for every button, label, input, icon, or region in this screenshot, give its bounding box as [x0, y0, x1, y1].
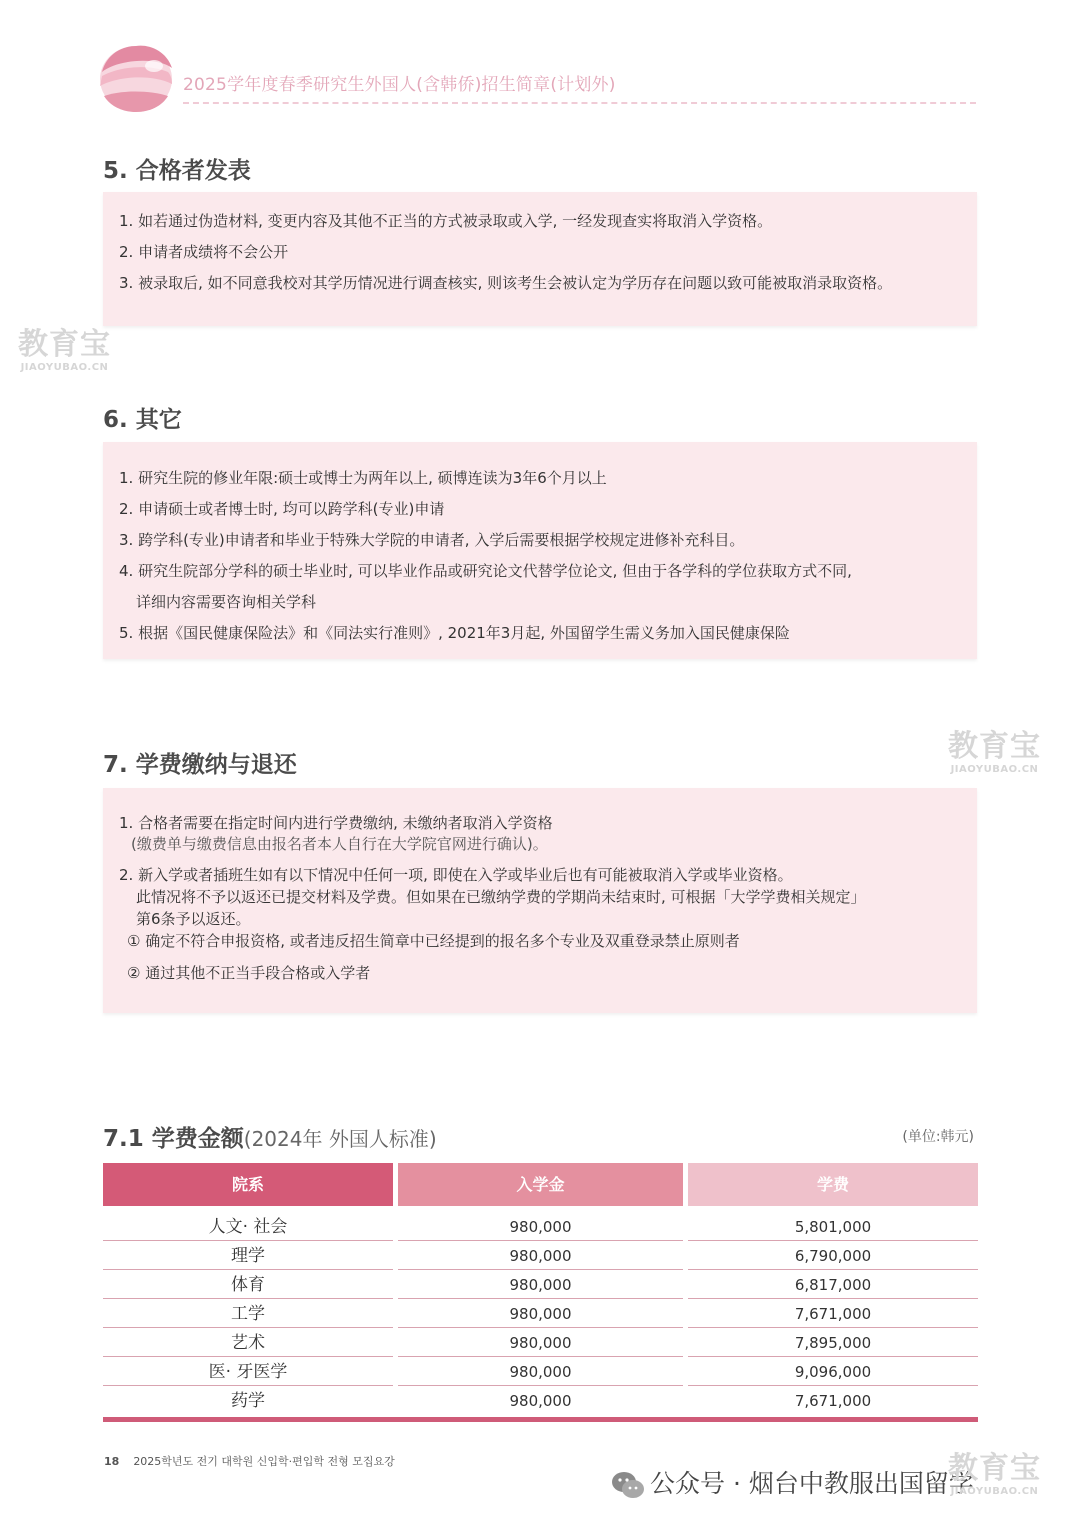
list-item: 2. 新入学或者插班生如有以下情况中任何一项, 即使在入学或毕业后也有可能被取消入学或毕业资格。	[119, 866, 793, 884]
cell-department: 药学	[231, 1391, 265, 1411]
section-7-title: 7. 学费缴纳与退还	[103, 752, 297, 778]
cell-department: 医· 牙医学	[103, 1357, 393, 1386]
list-item: 3. 跨学科(专业)申请者和毕业于特殊大学院的申请者, 入学后需要根据学校规定进修补充科目。	[119, 531, 745, 549]
list-item-continuation: 第6条予以返还。	[136, 910, 251, 928]
cell-tuition: 7,671,000	[794, 1392, 872, 1410]
table-row	[103, 1212, 978, 1241]
cell-admission-fee: 980,000	[398, 1328, 683, 1357]
page-footer	[104, 1453, 395, 1469]
cell-admission-fee: 980,000	[398, 1357, 683, 1386]
watermark-name: 教育宝	[18, 327, 111, 362]
cell-department: 体育	[103, 1270, 393, 1299]
cell-department: 理学	[103, 1241, 393, 1270]
section-5-title: 5. 合格者发表	[103, 158, 251, 184]
cell-tuition: 6,817,000	[688, 1270, 978, 1299]
header-divider	[183, 102, 976, 104]
fee-table-unit: (单位:韩元)	[902, 1129, 974, 1145]
header-department: 院系	[103, 1163, 393, 1206]
wechat-label-text: 公众号 · 烟台中教服出国留学	[650, 1469, 974, 1498]
table-bottom-rule	[103, 1417, 978, 1422]
watermark-name: 教育宝	[948, 729, 1041, 764]
cell-tuition: 7,671,000	[688, 1299, 978, 1328]
cell-admission-fee: 980,000	[398, 1299, 683, 1328]
table-row	[103, 1386, 978, 1415]
watermark-domain: JIAOYUBAO.CN	[950, 764, 1039, 775]
list-item-continuation: 详细内容需要咨询相关学科	[136, 593, 317, 611]
table-row	[103, 1328, 978, 1357]
header-admission-fee: 入学金	[398, 1163, 683, 1206]
section-7-box	[103, 788, 977, 1013]
list-item-note: (缴费单与缴费信息由报名者本人自行在大学院官网进行确认)。	[131, 835, 548, 853]
table-row	[103, 1241, 978, 1270]
list-item: 1. 如若通过伪造材料, 变更内容及其他不正当的方式被录取或入学, 一经发现查实将取消入学资格。	[119, 212, 773, 230]
list-item: 3. 被录取后, 如不同意我校对其学历情况进行调查核实, 则该考生会被认定为学历存在问题以致可能被取消录取资格。	[119, 274, 893, 292]
fee-table-title-note: (2024年 外国人标准)	[243, 1127, 437, 1151]
watermark	[948, 1452, 1041, 1497]
section-6-box	[103, 442, 977, 659]
table-header	[103, 1163, 978, 1206]
cell-tuition: 7,895,000	[688, 1328, 978, 1357]
header-tuition: 学费	[688, 1163, 978, 1206]
fee-table-title-main: 7.1 学费金额	[103, 1126, 244, 1152]
table-row	[103, 1299, 978, 1328]
brochure-logo-icon	[96, 42, 176, 116]
watermark	[18, 328, 111, 373]
header-title: 2025学年度春季研究生外国人(含韩侨)招生简章(计划外)	[183, 75, 616, 95]
list-item-continuation: 此情况将不予以返还已提交材料及学费。但如果在已缴纳学费的学期尚未结束时, 可根据「大学学费相关规定」	[136, 888, 866, 906]
sub-item: ① 确定不符合申报资格, 或者违反招生简章中已经提到的报名多个专业及双重登录禁止原则者	[127, 932, 740, 950]
cell-admission-fee: 980,000	[398, 1212, 683, 1241]
list-item: 1. 研究生院的修业年限:硕士或博士为两年以上, 硕博连读为3年6个月以上	[119, 469, 607, 487]
cell-department: 工学	[103, 1299, 393, 1328]
list-item: 1. 合格者需要在指定时间内进行学费缴纳, 未缴纳者取消入学资格	[119, 814, 553, 832]
watermark-name: 教育宝	[948, 1451, 1041, 1486]
cell-department: 艺术	[103, 1328, 393, 1357]
cell-admission-fee: 980,000	[398, 1270, 683, 1299]
footer-text: 2025학년도 전기 대학원 신입학·편입학 전형 모집요강	[133, 1455, 395, 1468]
watermark-domain: JIAOYUBAO.CN	[20, 362, 109, 373]
table-row	[103, 1270, 978, 1299]
sub-item: ② 通过其他不正当手段合格或入学者	[127, 964, 371, 982]
list-item: 2. 申请者成绩将不会公开	[119, 243, 289, 261]
list-item: 2. 申请硕士或者博士时, 均可以跨学科(专业)申请	[119, 500, 445, 518]
section-5-box	[103, 192, 977, 326]
wechat-account-label	[610, 1464, 974, 1500]
watermark	[948, 730, 1041, 775]
cell-tuition: 5,801,000	[688, 1212, 978, 1241]
cell-admission-fee: 980,000	[509, 1392, 572, 1410]
list-item: 4. 研究生院部分学科的硕士毕业时, 可以毕业作品或研究论文代替学位论文, 但由于各学科的学位获取方式不同,	[119, 562, 852, 580]
cell-tuition: 9,096,000	[688, 1357, 978, 1386]
fee-table-title	[103, 1120, 437, 1153]
fee-table	[103, 1163, 978, 1422]
list-item: 5. 根据《国民健康保险法》和《同法实行准则》, 2021年3月起, 外国留学生需义务加入国民健康保险	[119, 624, 790, 642]
wechat-icon	[610, 1470, 646, 1500]
table-row	[103, 1357, 978, 1386]
page-number: 18	[104, 1455, 120, 1468]
cell-tuition: 6,790,000	[688, 1241, 978, 1270]
cell-admission-fee: 980,000	[398, 1241, 683, 1270]
watermark-domain: JIAOYUBAO.CN	[950, 1486, 1039, 1497]
cell-department: 人文· 社会	[103, 1212, 393, 1241]
section-6-title: 6. 其它	[103, 407, 182, 433]
